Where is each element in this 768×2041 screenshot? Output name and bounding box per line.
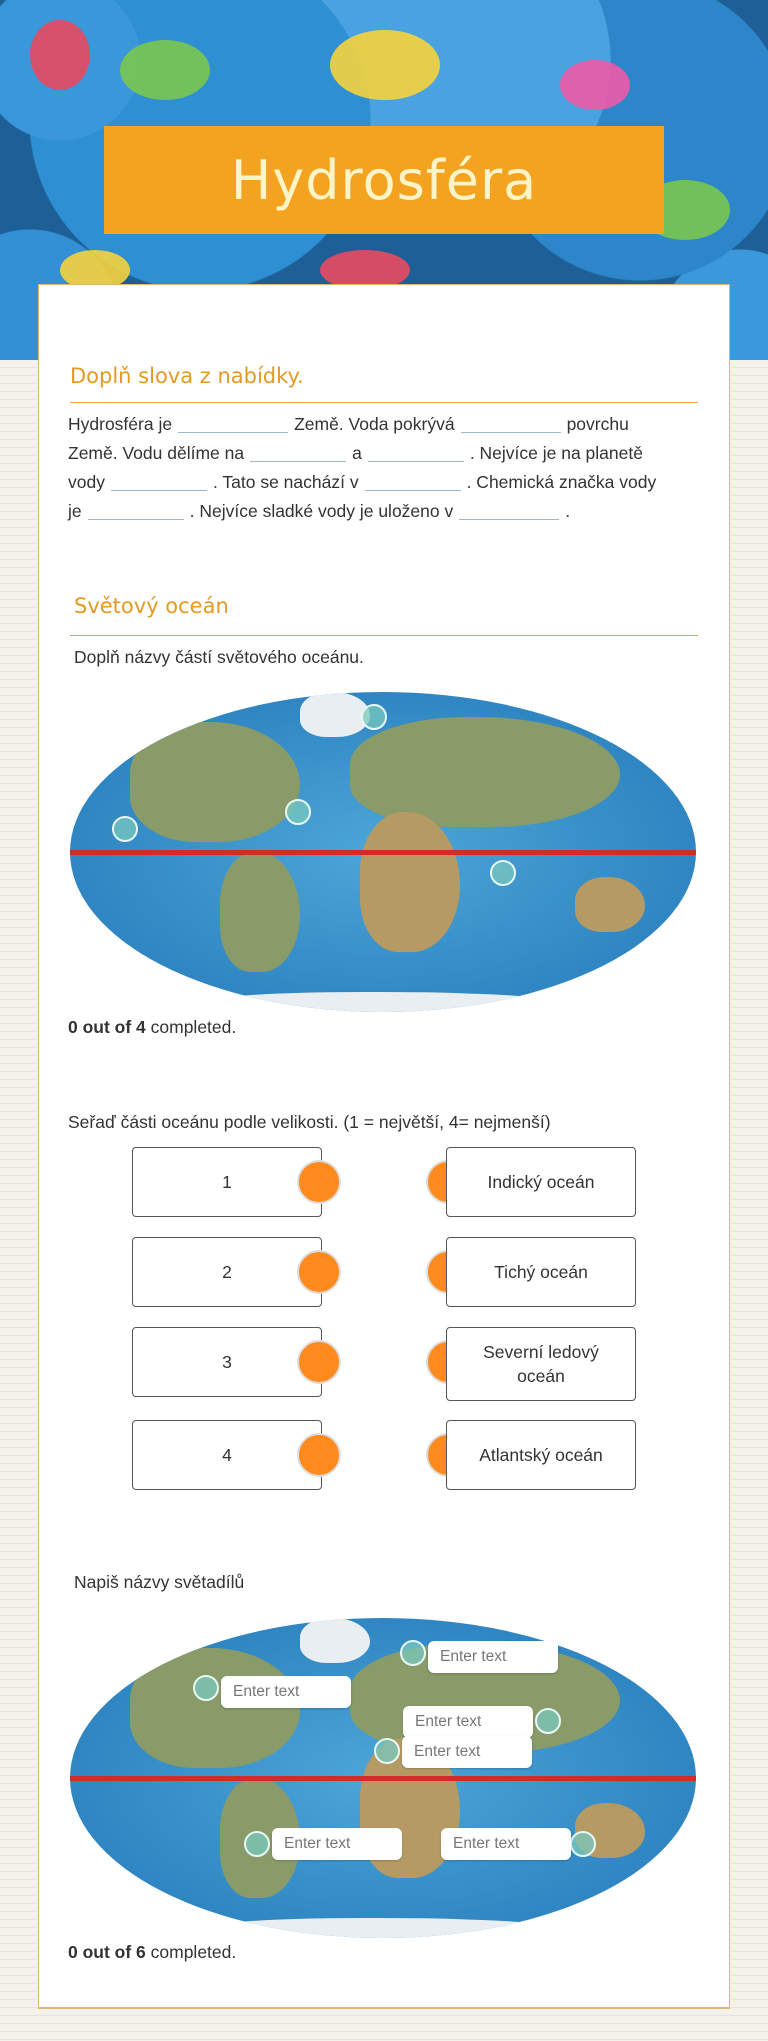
ocean-box: Indický oceán	[446, 1147, 636, 1217]
blank-field[interactable]	[111, 471, 207, 491]
equator-line	[70, 1776, 696, 1781]
completion-counter	[68, 1017, 236, 1038]
connector-dot[interactable]	[297, 1340, 341, 1384]
globe-decoration	[120, 40, 210, 100]
world-map-continents	[70, 1618, 696, 1938]
paragraph-text: vody	[68, 472, 105, 492]
section-title-fill-words: Doplň slova z nabídky.	[70, 364, 304, 388]
blank-field[interactable]	[178, 413, 288, 433]
fill-in-paragraph	[68, 410, 708, 526]
world-map-oceans	[70, 692, 696, 1012]
section-title-world-ocean: Světový oceán	[74, 594, 229, 618]
map-landmass	[300, 1618, 370, 1663]
map-hotspot[interactable]	[244, 1831, 270, 1857]
equator-line	[70, 850, 696, 855]
map-hotspot[interactable]	[490, 860, 516, 886]
paragraph-text: . Tato se nachází v	[212, 472, 359, 492]
connector-dot[interactable]	[297, 1160, 341, 1204]
paragraph-text: a	[352, 443, 362, 463]
map-landmass	[300, 692, 370, 737]
divider	[70, 635, 698, 636]
map-landmass	[350, 717, 620, 827]
completion-counter	[68, 1942, 236, 1963]
rank-box: 3	[132, 1327, 322, 1397]
continent-input[interactable]: Enter text	[441, 1828, 571, 1860]
map-hotspot[interactable]	[374, 1738, 400, 1764]
counter-label: completed.	[145, 1017, 237, 1037]
paragraph-text: Hydrosféra je	[68, 414, 173, 434]
page-title: Hydrosféra	[104, 126, 664, 234]
rank-box: 1	[132, 1147, 322, 1217]
blank-field[interactable]	[365, 471, 461, 491]
continent-input[interactable]: Enter text	[272, 1828, 402, 1860]
ocean-box: Atlantský oceán	[446, 1420, 636, 1490]
continent-input[interactable]: Enter text	[221, 1676, 351, 1708]
paragraph-text: . Chemická značka vody	[466, 472, 657, 492]
map-hotspot[interactable]	[361, 704, 387, 730]
continent-input[interactable]: Enter text	[403, 1706, 533, 1738]
map-landmass	[220, 852, 300, 972]
map-hotspot[interactable]	[400, 1640, 426, 1666]
paragraph-text: je	[68, 501, 82, 521]
paragraph-text: . Nejvíce je na planetě	[469, 443, 643, 463]
globe-decoration	[30, 20, 90, 90]
blank-field[interactable]	[250, 442, 346, 462]
continent-input[interactable]: Enter text	[402, 1736, 532, 1768]
rank-box: 2	[132, 1237, 322, 1307]
ocean-box: Tichý oceán	[446, 1237, 636, 1307]
card-bottom-border	[38, 2008, 730, 2009]
globe-decoration	[330, 30, 440, 100]
blank-field[interactable]	[459, 500, 559, 520]
map-landmass	[130, 722, 300, 842]
connector-dot[interactable]	[297, 1250, 341, 1294]
map-hotspot[interactable]	[193, 1675, 219, 1701]
counter-value: 0 out of 4	[68, 1017, 146, 1037]
map-hotspot[interactable]	[112, 816, 138, 842]
ocean-box: Severní ledový oceán	[446, 1327, 636, 1401]
counter-label: completed.	[145, 1942, 237, 1962]
paragraph-text: . Nejvíce sladké vody je uloženo v	[189, 501, 454, 521]
instruction-text: Napiš názvy světadílů	[74, 1572, 245, 1592]
paragraph-text: Země. Voda pokrývá	[294, 414, 455, 434]
map-landmass	[360, 812, 460, 952]
instruction-text: Seřaď části oceánu podle velikosti. (1 = největší, 4= nejmenší)	[68, 1112, 551, 1132]
rank-box: 4	[132, 1420, 322, 1490]
blank-field[interactable]	[461, 413, 561, 433]
divider	[70, 402, 698, 403]
map-hotspot[interactable]	[285, 799, 311, 825]
paragraph-text: Země. Vodu dělíme na	[68, 443, 245, 463]
map-hotspot[interactable]	[570, 1831, 596, 1857]
map-hotspot[interactable]	[535, 1708, 561, 1734]
globe-decoration	[560, 60, 630, 110]
map-landmass	[575, 877, 645, 932]
counter-value: 0 out of 6	[68, 1942, 146, 1962]
paragraph-text: .	[565, 501, 571, 521]
blank-field[interactable]	[88, 500, 184, 520]
blank-field[interactable]	[368, 442, 464, 462]
paragraph-text: povrchu	[566, 414, 629, 434]
continent-input[interactable]: Enter text	[428, 1641, 558, 1673]
connector-dot[interactable]	[297, 1433, 341, 1477]
map-landmass	[130, 1648, 300, 1768]
instruction-text: Doplň názvy částí světového oceánu.	[74, 647, 364, 667]
